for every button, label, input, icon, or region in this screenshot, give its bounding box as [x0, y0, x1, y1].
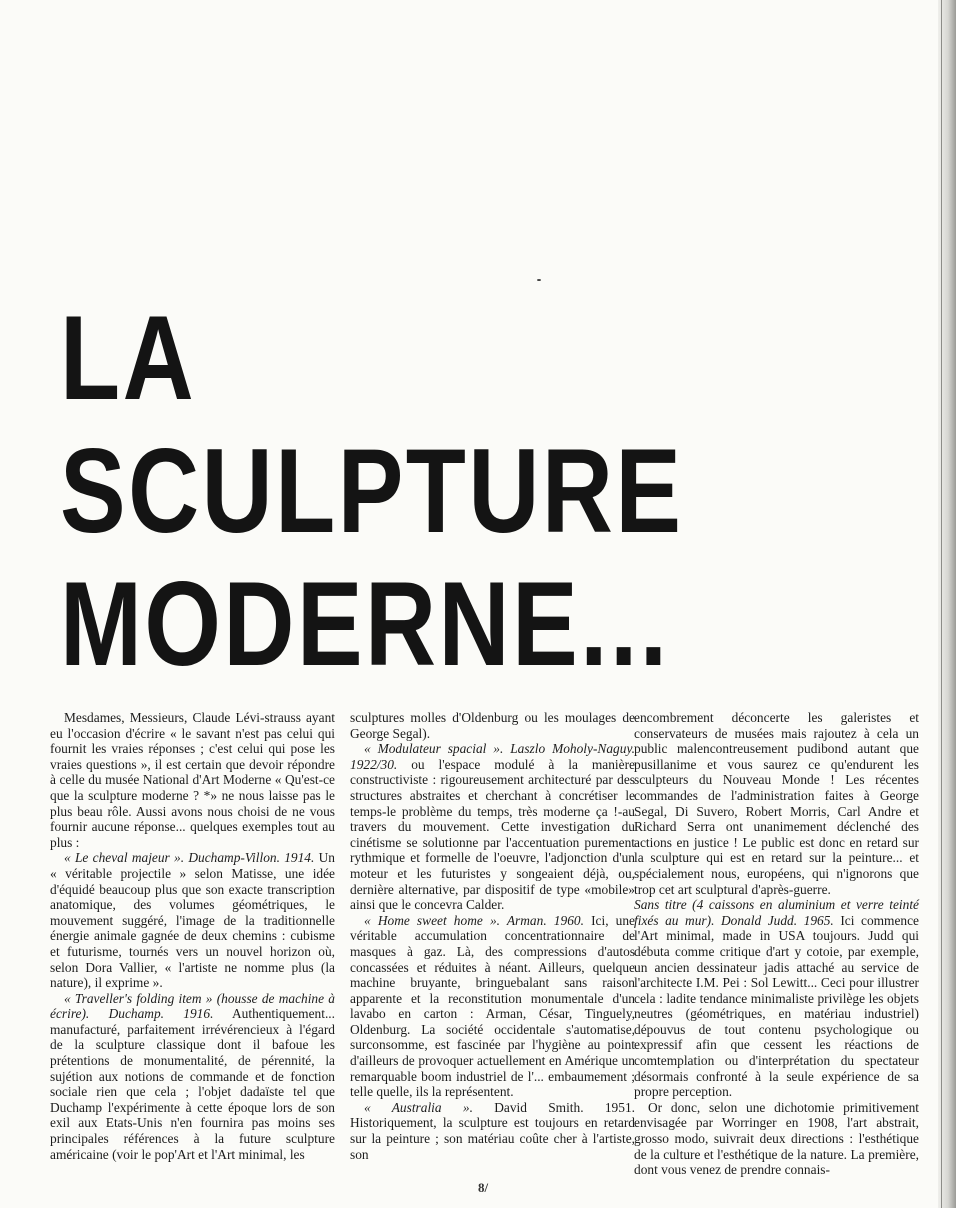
text-column-2: [350, 710, 635, 1162]
paragraph-body: Un « véritable projectile » selon Matisse, une idée d'équidé beaucoup plus que son exacte transcription anatomique, des volumes géométriques, le mouvement suggéré, l'image de la traditionnelle énergie animale gagnée de deux chemins : cubisme et futurisme, tournés vers un nouvel horizon où, selon Dora Vallier, « l'artiste ne nomme plus (la nature), il exprime ».: [50, 850, 335, 991]
paragraph: Mesdames, Messieurs, Claude Lévi-strauss ayant eu l'occasion d'écrire « le savant n'est pas celui qui fournit les vraies réponses ; c'est celui qui pose les vraies questions », il est certain que devoir répondre à celle du musée National d'Art Moderne « Qu'est-ce que la sculpture moderne ? *» ne nous laisse pas le plus beau rôle. Aussi avons nous choisi de ne vous fournir aucune réponse... quelques exemples tout au plus :: [50, 710, 335, 850]
paragraph: [350, 913, 635, 1100]
paragraph: [50, 991, 335, 1163]
paragraph: [50, 850, 335, 990]
page-title: [60, 292, 683, 691]
paragraph-body: Authentiquement... manufacturé, parfaitement irrévérencieux à l'égard de la sculpture classique dont il bafoue les prétentions de monumentalité, de pérennité, la sujétion aux notions de commande et de fonction sociale rien que cela ; l'objet dadaïste tel que Duchamp l'expérimente à cette époque lors de son exil aux Etats-Unis n'en fournira pas moins ses principales références à la future sculpture américaine (voir le pop'Art et l'Art minimal, les: [50, 1006, 335, 1162]
page-edge: [938, 0, 956, 1208]
paragraph: [634, 897, 919, 1100]
title-line-2: SCULPTURE: [60, 424, 684, 558]
paragraph: Or donc, selon une dichotomie primitivement envisagée par Worringer en 1908, l'art abstrait, grosso modo, suivrait deux directions : l'esthétique de la culture et l'esthétique de la nature. La première, dont vous venez de prendre connais-: [634, 1099, 919, 1178]
text-column-3: [634, 710, 919, 1178]
title-line-1: LA: [60, 291, 197, 425]
paragraph: sculptures molles d'Oldenburg ou les moulages de George Segal).: [350, 710, 635, 741]
paragraph: encombrement déconcerte les galeristes et conservateurs de musées mais rajoutez à cela un public malencontreusement pudibond autant que pusillanime et vous saurez ce qu'endurent les sculpteurs du Nouveau Monde ! Les récentes commandes de l'administration faites à George Segal, Di Suvero, Robert Morris, Carl Andre et Richard Serra ont unanimement déclenché des actions en justice ! Le public est donc en retard sur la sculpture qui est en retard sur la peinture... et spécialement nous, européens, qui n'ignorons que trop cet art sculptural d'après-guerre.: [634, 710, 919, 897]
paragraph-body: Ici, une véritable accumulation concentrationnaire de masques à gaz. Là, des compressions d'autos concassées et réduites à néant. Ailleurs, quelque machine bruyante, bringuebalant sans raison apparente et la reconstitution monumentale d'un lavabo en carton : Arman, César, Tinguely, Oldenburg. La société occidentale s'automatise, surconsomme, est fascinée par l'hygiène au point d'ailleurs de provoquer actuellement en Amérique un remarquable boom industriel de l'... embaumement ; telle quelle, ils la représentent.: [350, 912, 635, 1100]
artwork-caption: « Le cheval majeur ». Duchamp-Villon. 1914.: [64, 850, 315, 866]
dust-speck: [537, 279, 541, 281]
artwork-caption: « Home sweet home ». Arman. 1960.: [364, 912, 584, 928]
paragraph: [350, 741, 635, 913]
paragraph-body: David Smith. 1951. Historiquement, la sculpture est toujours en retard sur la peinture ; son matériau coûte cher à l'artiste, son: [350, 1099, 635, 1162]
artwork-caption: Sans titre (4 caissons en aluminium et verre teinté fixés au mur). Donald Judd. 1965.: [634, 897, 919, 928]
text-column-1: [50, 710, 335, 1162]
paragraph-body: ou l'espace modulé à la manière constructiviste : rigoureusement architecturé par des structures abstraites et cherchant à concrétiser le temps-le problème du temps, très moderne ça !-au travers du mouvement. Cette investigation du cinétisme se solutionne par l'accentuation purement rythmique et formelle de l'oeuvre, l'adjonction d'un moteur et les futuristes y songeaient déjà, ou, dernière alternative, par dispositif de type «mobile» ainsi que le concevra Calder.: [350, 756, 635, 913]
paragraph-body: Ici commence l'Art minimal, made in USA toujours. Judd qui débuta comme critique d'art y cotoie, par exemple, un ancien dessinateur jadis attaché au service de l'architecte I.M. Pei : Sol Lewitt... Ceci pour illustrer cela : ladite tendance minimaliste privilège les objets neutres (géométriques, en matériau industriel) dépouvus de tout contenu psychologique ou expressif afin que cessent les réactions de comtemplation ou d'interprétation du spectateur désormais confronté à la seule expérience de sa propre perception.: [634, 912, 919, 1100]
artwork-caption: « Traveller's folding item » (housse de machine à écrire). Duchamp. 1916.: [50, 990, 335, 1022]
page-number: 8/: [478, 1180, 489, 1195]
title-line-3: MODERNE...: [60, 557, 670, 691]
paragraph: [350, 1100, 635, 1162]
artwork-caption: « Modulateur spacial ». Laszlo Moholy-Naguy. 1922/30.: [350, 741, 635, 772]
artwork-caption: « Australia ».: [364, 1099, 473, 1115]
